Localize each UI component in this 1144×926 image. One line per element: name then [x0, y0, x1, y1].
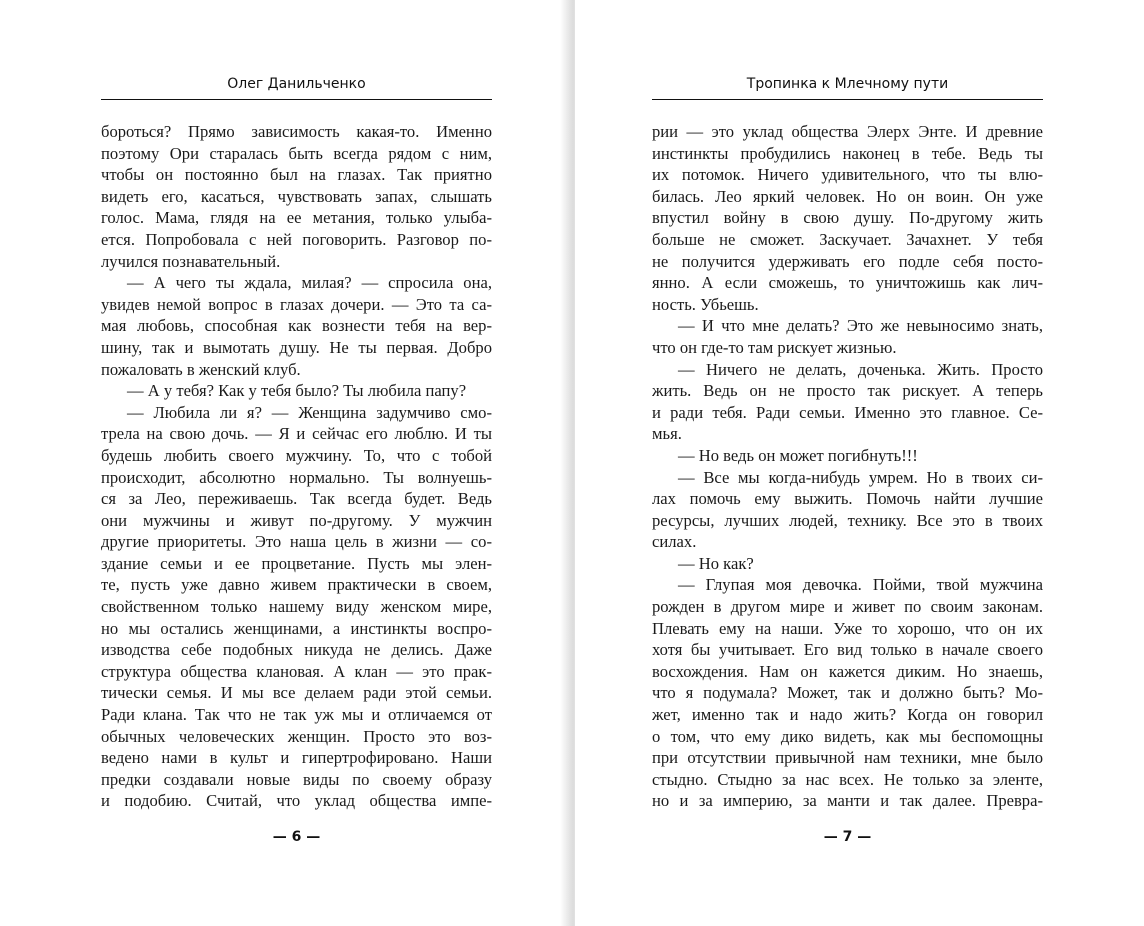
text-line: будешь любить своего мужчину. То, что с тобой: [101, 445, 492, 465]
text-line: Плевать ему на наши. Уже то хорошо, что он их: [652, 618, 1043, 638]
text-line: больше не сможет. Заскучает. Зачахнет. У тебя: [652, 229, 1043, 249]
text-line: жить. Ведь он не просто так рискует. А теперь: [652, 381, 1043, 401]
text-line: и ради тебя. Ради семьи. Именно это главное. Се-: [652, 402, 1043, 422]
text-line: — А у тебя? Как у тебя было? Ты любила папу?: [127, 381, 467, 401]
text-line: трела на свою дочь. — Я и сейчас его люблю. И ты: [101, 424, 492, 444]
text-line: поэтому Ори старалась быть всегда рядом с ним,: [101, 143, 492, 163]
text-line: бороться? Прямо зависимость какая-то. Именно: [101, 122, 492, 141]
text-line: но и за империю, за манти и так далее. Превра-: [652, 791, 1043, 811]
right-page: [575, 0, 1144, 926]
running-header-author: Олег Данильченко: [101, 76, 492, 98]
text-line: изводства себе подобных никуда не делись. Даже: [101, 640, 492, 660]
text-line: впустил войну в свою душу. По-другому жить: [652, 208, 1043, 228]
text-line: — Но ведь он может погибнуть!!!: [678, 445, 918, 465]
text-line: восхождения. Нам он кажется диким. Но знаешь,: [652, 661, 1043, 681]
text-line: голос. Мама, глядя на ее метания, только улыба-: [101, 208, 492, 228]
page-number: — 6 —: [272, 829, 321, 845]
text-line: происходит, абсолютно нормально. Ты волнуешь-: [101, 467, 492, 487]
text-line: те, пусть уже давно живем практически в своем,: [101, 575, 492, 595]
body-text: [652, 121, 1043, 812]
text-line: — Ничего не делать, доченька. Жить. Просто: [678, 359, 1043, 379]
text-line: жет, именно так и надо жить? Когда он говорил: [652, 705, 1043, 725]
text-line: здание семьи и ее процветание. Пусть мы элен-: [101, 553, 492, 573]
text-line: их потомок. Ничего удивительного, что ты влю-: [652, 165, 1043, 185]
text-line: — Все мы когда-нибудь умрем. Но в твоих си-: [678, 467, 1043, 487]
text-line: они мужчины и живут по-другому. У мужчин: [101, 510, 492, 530]
running-header-title: Тропинка к Млечному пути: [652, 76, 1043, 98]
text-line: рии — это уклад общества Элерх Энте. И древние: [652, 122, 1043, 141]
text-line: билась. Лео яркий человек. Но он воин. Он уже: [652, 186, 1043, 206]
text-line: что он где-то там рискует жизнью.: [652, 337, 897, 357]
text-line: но мы остались женщинами, а инстинкты воспро-: [101, 618, 492, 638]
text-line: ведено нами в культ и гипертрофировано. Наши: [101, 748, 492, 768]
text-line: предки создавали новые виды по своему образу: [101, 769, 492, 789]
text-line: янно. А если сможешь, то уничтожишь как лич-: [652, 273, 1043, 293]
text-line: обычных человеческих женщин. Просто это воз-: [101, 726, 492, 746]
text-line: — Глупая моя девочка. Пойми, твой мужчина: [678, 575, 1043, 595]
text-line: шину, так и вымотать душу. Не ты первая. Добро: [101, 337, 492, 357]
text-line: ность. Убьешь.: [652, 294, 759, 314]
text-line: ется. Попробовала с ней поговорить. Разговор по-: [101, 229, 492, 249]
text-line: мая любовь, способная как вознести тебя на вер-: [101, 316, 492, 336]
text-line: при отсутствии привычной нам техники, мне было: [652, 748, 1043, 768]
text-line: видеть его, касаться, чувствовать запах, слышать: [101, 186, 492, 206]
text-line: мья.: [652, 424, 682, 444]
left-page: [0, 0, 569, 926]
text-line: стыдно. Стыдно за нас всех. Не только за эленте,: [652, 769, 1043, 789]
body-text: [101, 121, 492, 812]
text-line: — Любила ли я? — Женщина задумчиво смо-: [127, 402, 492, 422]
text-line: другие приоритеты. Это наша цель в жизни — со-: [101, 532, 492, 552]
text-line: структура общества клановая. А клан — это прак-: [101, 661, 492, 681]
text-line: хотя бы учитывает. Его вид только в начале своего: [652, 640, 1043, 660]
text-line: что я подумала? Может, так и должно быть? Мо-: [652, 683, 1043, 703]
text-line: о том, что ему дико видеть, как мы беспомощны: [652, 726, 1043, 746]
text-line: лах помочь ему выжить. Помочь найти лучшие: [652, 489, 1043, 509]
text-line: — И что мне делать? Это же невыносимо знать,: [678, 316, 1043, 336]
text-line: инстинкты пробудились наконец в тебе. Ведь ты: [652, 143, 1043, 163]
text-line: — А чего ты ждала, милая? — спросила она,: [127, 273, 492, 293]
text-line: тически семья. И мы все делаем ради этой семьи.: [101, 683, 492, 703]
page-number: — 7 —: [823, 829, 872, 845]
text-line: не получится удерживать его подле себя посто-: [652, 251, 1043, 271]
text-line: ся за Лео, переживаешь. Так всегда будет. Ведь: [101, 489, 492, 509]
text-line: Ради клана. Так что не так уж мы и отличаемся от: [101, 705, 492, 725]
text-line: ресурсы, лучших людей, технику. Все это в твоих: [652, 510, 1043, 530]
text-line: силах.: [652, 532, 697, 552]
text-line: лучился познавательный.: [101, 251, 281, 271]
text-line: увидев немой вопрос в глазах дочери. — Это та са-: [101, 294, 492, 314]
text-line: и подобию. Считай, что уклад общества импе-: [101, 791, 492, 811]
text-line: — Но как?: [678, 553, 754, 573]
text-line: рожден в другом мире и живет по своим законам.: [652, 597, 1043, 617]
text-line: свойственном только нашему виду женском мире,: [101, 597, 492, 617]
text-line: чтобы он постоянно был на глазах. Так приятно: [101, 165, 492, 185]
text-line: пожаловать в женский клуб.: [101, 359, 301, 379]
